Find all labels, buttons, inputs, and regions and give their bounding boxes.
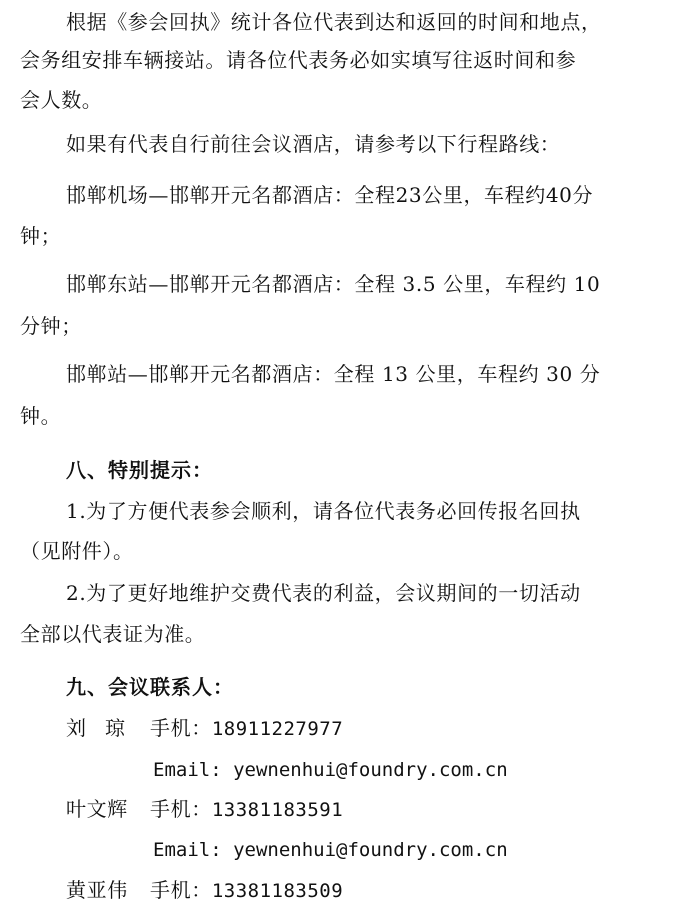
section-8-item-1-line-1: 1.为了方便代表参会顺利，请各位代表务必回传报名回执 [66, 499, 581, 523]
contact-2-email-row [153, 836, 508, 864]
contact-1-email-label: Email: [153, 759, 222, 781]
route-1-line-1: 邯郸机场—邯郸开元名都酒店：全程23公里，车程约40分 [66, 183, 594, 207]
contact-1-phone-label: 手机： [150, 716, 212, 740]
contact-3-phone-label: 手机： [150, 878, 212, 902]
route-2-line-2: 分钟； [20, 314, 82, 338]
section-8-item-2-line-2: 全部以代表证为准。 [20, 622, 206, 646]
contact-3 [66, 876, 343, 905]
contact-2-email[interactable]: yewnenhui@foundry.com.cn [233, 839, 508, 861]
section-8-item-1-line-2: （见附件）。 [20, 539, 134, 563]
section-9-heading: 九、会议联系人： [66, 675, 234, 699]
section-8-item-2-line-1: 2.为了更好地维护交费代表的利益，会议期间的一切活动 [66, 581, 581, 605]
contact-2-phone: 13381183591 [211, 799, 344, 821]
contact-3-phone: 13381183509 [211, 880, 344, 902]
contact-1 [66, 714, 343, 743]
intro-line-3: 会人数。 [20, 88, 103, 112]
contact-3-name: 黄亚伟 [66, 878, 128, 902]
contact-2 [66, 795, 343, 824]
contact-1-name: 刘琼 [66, 716, 144, 740]
section-8-heading: 八、特别提示： [66, 458, 213, 482]
contact-2-phone-label: 手机： [150, 797, 212, 821]
intro-line-1: 根据《参会回执》统计各位代表到达和返回的时间和地点， [66, 10, 602, 34]
contact-2-name: 叶文辉 [66, 797, 128, 821]
contact-1-phone: 18911227977 [211, 718, 344, 740]
contact-1-email[interactable]: yewnenhui@foundry.com.cn [233, 759, 508, 781]
route-intro: 如果有代表自行前往会议酒店，请参考以下行程路线： [66, 132, 561, 156]
intro-line-2: 会务组安排车辆接站。请各位代表务必如实填写往返时间和参 [20, 48, 577, 72]
contact-1-email-row [153, 756, 508, 784]
route-3-line-1: 邯郸站—邯郸开元名都酒店：全程 13 公里，车程约 30 分 [66, 362, 601, 386]
route-3-line-2: 钟。 [20, 404, 62, 428]
contact-2-email-label: Email: [153, 839, 222, 861]
route-1-line-2: 钟； [20, 224, 62, 248]
route-2-line-1: 邯郸东站—邯郸开元名都酒店：全程 3.5 公里，车程约 10 [66, 272, 601, 296]
